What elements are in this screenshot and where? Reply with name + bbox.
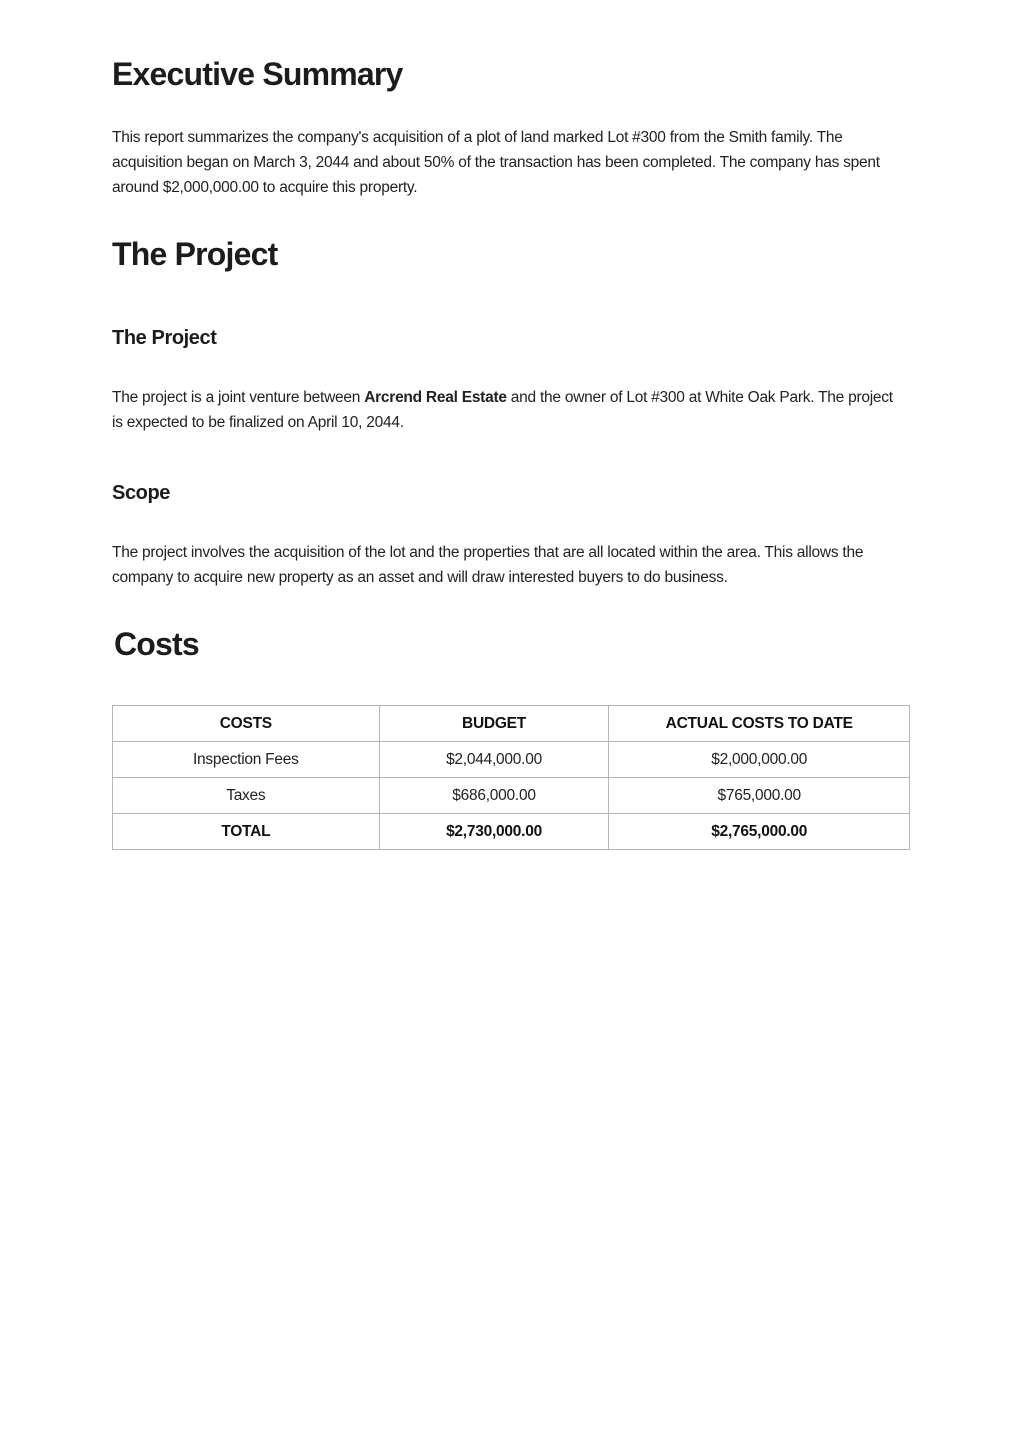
company-name: Arcrend Real Estate bbox=[364, 389, 507, 406]
executive-summary-text: This report summarizes the company's acquisition of a plot of land marked Lot #300 from the Smith family. The acquisition began on March 3, 2044 and about 50% of the transaction has been completed. The company has spent around $2,000,000.00 to acquire this property. bbox=[112, 129, 880, 196]
column-header: ACTUAL COSTS TO DATE bbox=[609, 706, 910, 742]
table-cell: Taxes bbox=[113, 778, 380, 814]
project-subheading: The Project bbox=[112, 327, 217, 349]
table-cell: TOTAL bbox=[113, 814, 380, 850]
table-row bbox=[113, 778, 910, 814]
table-cell: Inspection Fees bbox=[113, 742, 380, 778]
project-text bbox=[112, 385, 902, 435]
costs-heading: Costs bbox=[114, 626, 199, 662]
table-cell: $2,044,000.00 bbox=[379, 742, 609, 778]
column-header: COSTS bbox=[113, 706, 380, 742]
table-header-row bbox=[113, 706, 910, 742]
table-cell: $765,000.00 bbox=[609, 778, 910, 814]
table-cell: $2,765,000.00 bbox=[609, 814, 910, 850]
costs-table bbox=[112, 705, 910, 850]
project-text-part: The project is a joint venture between bbox=[112, 389, 365, 406]
table-total-row bbox=[113, 814, 910, 850]
scope-heading: Scope bbox=[112, 482, 171, 504]
project-text-part: and the owner of Lot #300 at White Oak Park. The project is expected to be finalized on April 10, 2044. bbox=[112, 389, 893, 431]
project-heading: The Project bbox=[112, 236, 278, 272]
table-cell: $686,000.00 bbox=[379, 778, 609, 814]
table-cell: $2,000,000.00 bbox=[609, 742, 910, 778]
table-cell: $2,730,000.00 bbox=[379, 814, 609, 850]
table-row bbox=[113, 742, 910, 778]
scope-text: The project involves the acquisition of the lot and the properties that are all located within the area. This allows the company to acquire new property as an asset and will draw interested buyers to do business. bbox=[112, 544, 864, 586]
column-header: BUDGET bbox=[379, 706, 609, 742]
executive-summary-heading: Executive Summary bbox=[112, 56, 403, 92]
